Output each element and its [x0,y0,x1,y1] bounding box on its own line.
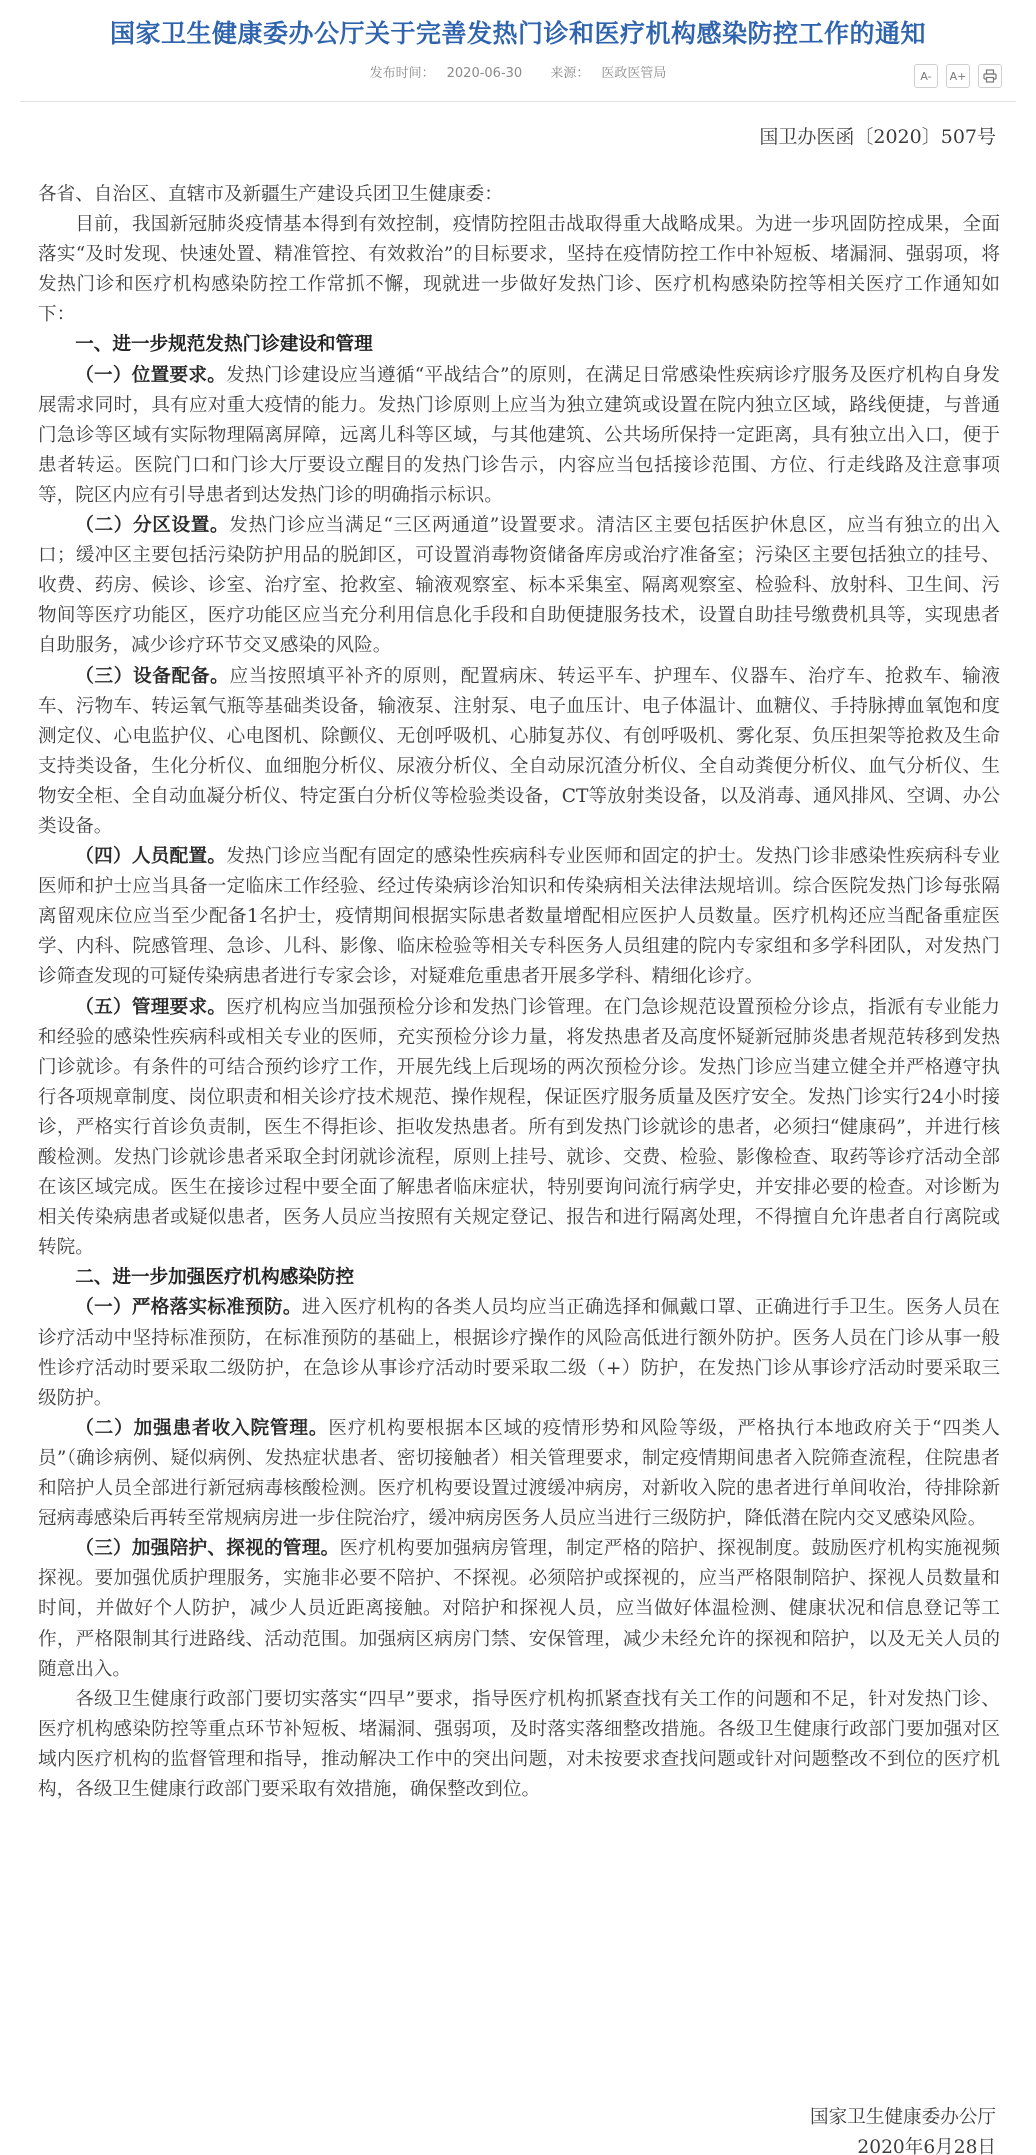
header-divider [20,101,1016,102]
section-item [38,1414,1000,1534]
section-item [38,1293,1000,1413]
source-label: 来源： [550,66,590,81]
salutation: 各省、自治区、直辖市及新疆生产建设兵团卫生健康委： [38,184,503,205]
document-number: 国卫办医函〔2020〕507号 [759,126,996,148]
print-icon [983,69,997,83]
item-title: （一）严格落实标准预防。 [75,1297,302,1319]
text-tools [914,64,1002,88]
document-body [38,180,1000,1805]
section-item [38,1534,1000,1684]
section-heading: 二、进一步加强医疗机构感染防控 [75,1267,355,1289]
item-text: 应当按照填平补齐的原则，配置病床、转运平车、护理车、仪器车、治疗车、抢救车、输液车、污物车、转运氧气瓶等基础类设备，输液泵、注射泵、电子血压计、电子体温计、血糖仪、手持脉搏血氧饱和度测定仪、心电监护仪、心电图机、除颤仪、无创呼吸机、心肺复苏仪、有创呼吸机、雾化泵、负压担架等抢救及生命支持类设备，生化分析仪、血细胞分析仪、尿液分析仪、全自动尿沉渣分析仪、全自动粪便分析仪、血气分析仪、生物安全柜、全自动血凝分析仪、特定蛋白分析仪等检验类设备，CT等放射类设备，以及消毒、通风排风、空调、办公类设备。 [38,665,1000,837]
item-text: 发热门诊应当满足“三区两通道”设置要求。清洁区主要包括医护休息区，应当有独立的出入口；缓冲区主要包括污染防护用品的脱卸区，可设置消毒物资储备库房或治疗准备室；污染区主要包括独立的挂号、收费、药房、候诊、诊室、治疗室、抢救室、输液观察室、标本采集室、隔离观察室、检验科、放射科、卫生间、污物间等医疗功能区，医疗功能区应当充分利用信息化手段和自助便捷服务技术，设置自助挂号缴费机具等，实现患者自助服务，减少诊疗环节交叉感染的风险。 [38,515,1000,657]
item-text: 发热门诊建设应当遵循“平战结合”的原则，在满足日常感染性疾病诊疗服务及医疗机构自身发展需求同时，具有应对重大疫情的能力。发热门诊原则上应当为独立建筑或设置在院内独立区域，路线便捷，与普通门急诊等区域有实际物理隔离屏障，远离儿科等区域，与其他建筑、公共场所保持一定距离，具有独立出入口，便于患者转运。医院门口和门诊大厅要设立醒目的发热门诊告示，内容应当包括接诊范围、方位、行走线路及注意事项等，院区内应有引导患者到达发热门诊的明确指示标识。 [38,364,1000,506]
date-label: 发布时间： [369,66,435,81]
item-title: （二）加强患者收入院管理。 [75,1417,329,1439]
signature-org: 国家卫生健康委办公厅 [810,2107,996,2128]
section-item [38,361,1000,511]
print-button[interactable] [978,64,1002,88]
signature-date: 2020年6月28日 [857,2137,996,2155]
page-title: 国家卫生健康委办公厅关于完善发热门诊和医疗机构感染防控工作的通知 [109,19,926,48]
item-title: （三）设备配备。 [75,665,230,687]
article-meta [0,62,1036,81]
item-title: （四）人员配置。 [75,846,227,868]
item-title: （一）位置要求。 [75,364,227,386]
section-item [38,662,1000,843]
item-text: 医疗机构要加强病房管理，制定严格的陪护、探视制度。鼓励医疗机构实施视频探视。要加强优质护理服务，实施非必要不陪护、不探视。必须陪护或探视的，应当严格限制陪护、探视人员数量和时间，并做好个人防护，减少人员近距离接触。对陪护和探视人员，应当做好体温检测、健康状况和信息登记等工作，严格限制其行进路线、活动范围。加强病区病房门禁、安保管理，减少未经允许的探视和陪护，以及无关人员的随意出入。 [38,1538,1000,1680]
item-text: 医疗机构应当加强预检分诊和发热门诊管理。在门急诊规范设置预检分诊点，指派有专业能力和经验的感染性疾病科或相关专业的医师，充实预检分诊力量，将发热患者及高度怀疑新冠肺炎患者规范转移到发热门诊就诊。有条件的可结合预约诊疗工作，开展先线上后现场的两次预检分诊。发热门诊应当建立健全并严格遵守执行各项规章制度、岗位职责和相关诊疗技术规范、操作规程，保证医疗服务质量及医疗安全。发热门诊实行24小时接诊，严格实行首诊负责制，医生不得拒诊、拒收发热患者。所有到发热门诊就诊的患者，必须扫“健康码”，并进行核酸检测。发热门诊就诊患者采取全封闭就诊流程，原则上挂号、就诊、交费、检验、影像检查、取药等诊疗活动全部在该区域完成。医生在接诊过程中要全面了解患者临床症状，特别要询问流行病学史，并安排必要的检查。对诊断为相关传染病患者或疑似患者，医务人员应当按照有关规定登记、报告和进行隔离处理，不得擅自允许患者自行离院或转院。 [38,996,1000,1259]
item-title: （五）管理要求。 [75,996,227,1018]
item-text: 进入医疗机构的各类人员均应当正确选择和佩戴口罩、正确进行手卫生。医务人员在诊疗活动中坚持标准预防，在标准预防的基础上，根据诊疗操作的风险高低进行额外防护。医务人员在门诊从事一般性诊疗活动时要采取二级防护，在急诊从事诊疗活动时要采取二级（+）防护，在发热门诊从事诊疗活动时要采取三级防护。 [38,1297,1000,1409]
closing-paragraph: 各级卫生健康行政部门要切实落实“四早”要求，指导医疗机构抓紧查找有关工作的问题和不足，针对发热门诊、医疗机构感染防控等重点环节补短板、堵漏洞、强弱项，及时落实落细整改措施。各级卫生健康行政部门要加强对区域内医疗机构的监督管理和指导，推动解决工作中的突出问题，对未按要求查找问题或针对问题整改不到位的医疗机构，各级卫生健康行政部门要采取有效措施，确保整改到位。 [38,1688,1000,1800]
signature-block [810,2103,996,2155]
font-decrease-button[interactable]: A- [914,64,938,88]
section-item [38,511,1000,661]
section-heading: 一、进一步规范发热门诊建设和管理 [75,334,373,356]
font-increase-button[interactable]: A+ [946,64,970,88]
publish-date: 2020-06-30 [446,66,523,81]
section-item [38,842,1000,992]
item-text: 医疗机构要根据本区域的疫情形势和风险等级，严格执行本地政府关于“四类人员”（确诊病例、疑似病例、发热症状患者、密切接触者）相关管理要求，制定疫情期间患者入院筛查流程，住院患者和陪护人员全部进行新冠病毒核酸检测。医疗机构要设置过渡缓冲病房，对新收入院的患者进行单间收治，待排除新冠病毒感染后再转至常规病房进一步住院治疗，缓冲病房医务人员应当进行三级防护，降低潜在院内交叉感染风险。 [38,1417,1000,1530]
source-name: 医政医管局 [601,66,667,81]
item-title: （三）加强陪护、探视的管理。 [75,1538,340,1560]
section-item [38,993,1000,1264]
item-title: （二）分区设置。 [75,515,230,537]
item-text: 发热门诊应当配有固定的感染性疾病科专业医师和固定的护士。发热门诊非感染性疾病科专业医师和护士应当具备一定临床工作经验、经过传染病诊治知识和传染病相关法律法规培训。综合医院发热门诊每张隔离留观床位应当至少配备1名护士，疫情期间根据实际患者数量增配相应医护人员数量。医疗机构还应当配备重症医学、内科、院感管理、急诊、儿科、影像、临床检验等相关专科医务人员组建的院内专家组和多学科团队，对发热门诊筛查发现的可疑传染病患者进行专家会诊，对疑难危重患者开展多学科、精细化诊疗。 [38,846,1000,988]
intro-paragraph: 目前，我国新冠肺炎疫情基本得到有效控制，疫情防控阻击战取得重大战略成果。为进一步巩固防控成果，全面落实“及时发现、快速处置、精准管控、有效救治”的目标要求，坚持在疫情防控工作中补短板、堵漏洞、强弱项，将发热门诊和医疗机构感染防控工作常抓不懈，现就进一步做好发热门诊、医疗机构感染防控等相关医疗工作通知如下： [38,214,1000,326]
